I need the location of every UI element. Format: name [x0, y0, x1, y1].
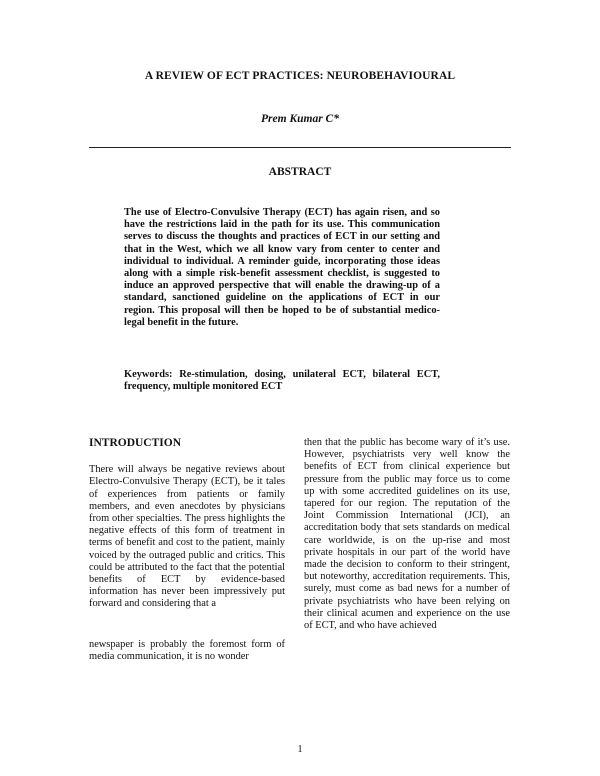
introduction-paragraph-1: There will always be negative reviews about Electro-Convulsive Therapy (ECT), be it tales of experiences from patients or family members, and even anecdotes by physicians from other specialties. The press highlights the negative effects of this form of treatment in terms of benefit and cost to the patient, mainly voiced by the outraged public and critics. This could be attributed to the fact that the potential benefits of ECT by evidence-based information has never been impressively put forward and considering that a: [89, 464, 285, 610]
keywords: Keywords: Re-stimulation, dosing, unilateral ECT, bilateral ECT, frequency, multiple monitored ECT: [124, 369, 440, 393]
left-column: [89, 437, 285, 663]
introduction-heading: INTRODUCTION: [89, 437, 182, 449]
right-column: [304, 437, 510, 632]
paper-title: A REVIEW OF ECT PRACTICES: NEUROBEHAVIOURAL: [144, 70, 456, 82]
introduction-paragraph-2: newspaper is probably the foremost form of media communication, it is no wonder: [89, 638, 285, 662]
author-name: Prem Kumar C*: [261, 113, 339, 125]
abstract-heading: ABSTRACT: [268, 166, 332, 178]
header-divider: [89, 147, 511, 148]
page-number: 1: [297, 744, 303, 755]
right-column-text: then that the public has become wary of it’s use. However, psychiatrists very well know the benefits of ECT from clinical experience but pressure from the public may force us to come up with some accredited guidelines on its use, tapered for our region. The reputation of the Joint Commission International (JCI), an accreditation body that sets standards on medical care worldwide, is on the up-rise and most private hospitals in our part of the world have made the decision to conform to their stringent, but noteworthy, accreditation requirements. This, surely, must come as bad news for a number of private psychiatrists who have been relying on their clinical acumen and experience on the use of ECT, and who have achieved: [304, 437, 510, 632]
abstract-body: The use of Electro-Convulsive Therapy (ECT) has again risen, and so have the restrictions laid in the path for its use. This communication serves to discuss the thoughts and practices of ECT in our setting and that in the West, which we all know vary from center to center and individual to individual. A reminder guide, incorporating those ideas along with a simple risk-benefit assessment checklist, is suggested to induce an approved perspective that will enable the drawing-up of a standard, sanctioned guideline on the applications of ECT in our region. This proposal will then be hoped to be of substantial medico-legal benefit in the future.: [124, 207, 440, 328]
